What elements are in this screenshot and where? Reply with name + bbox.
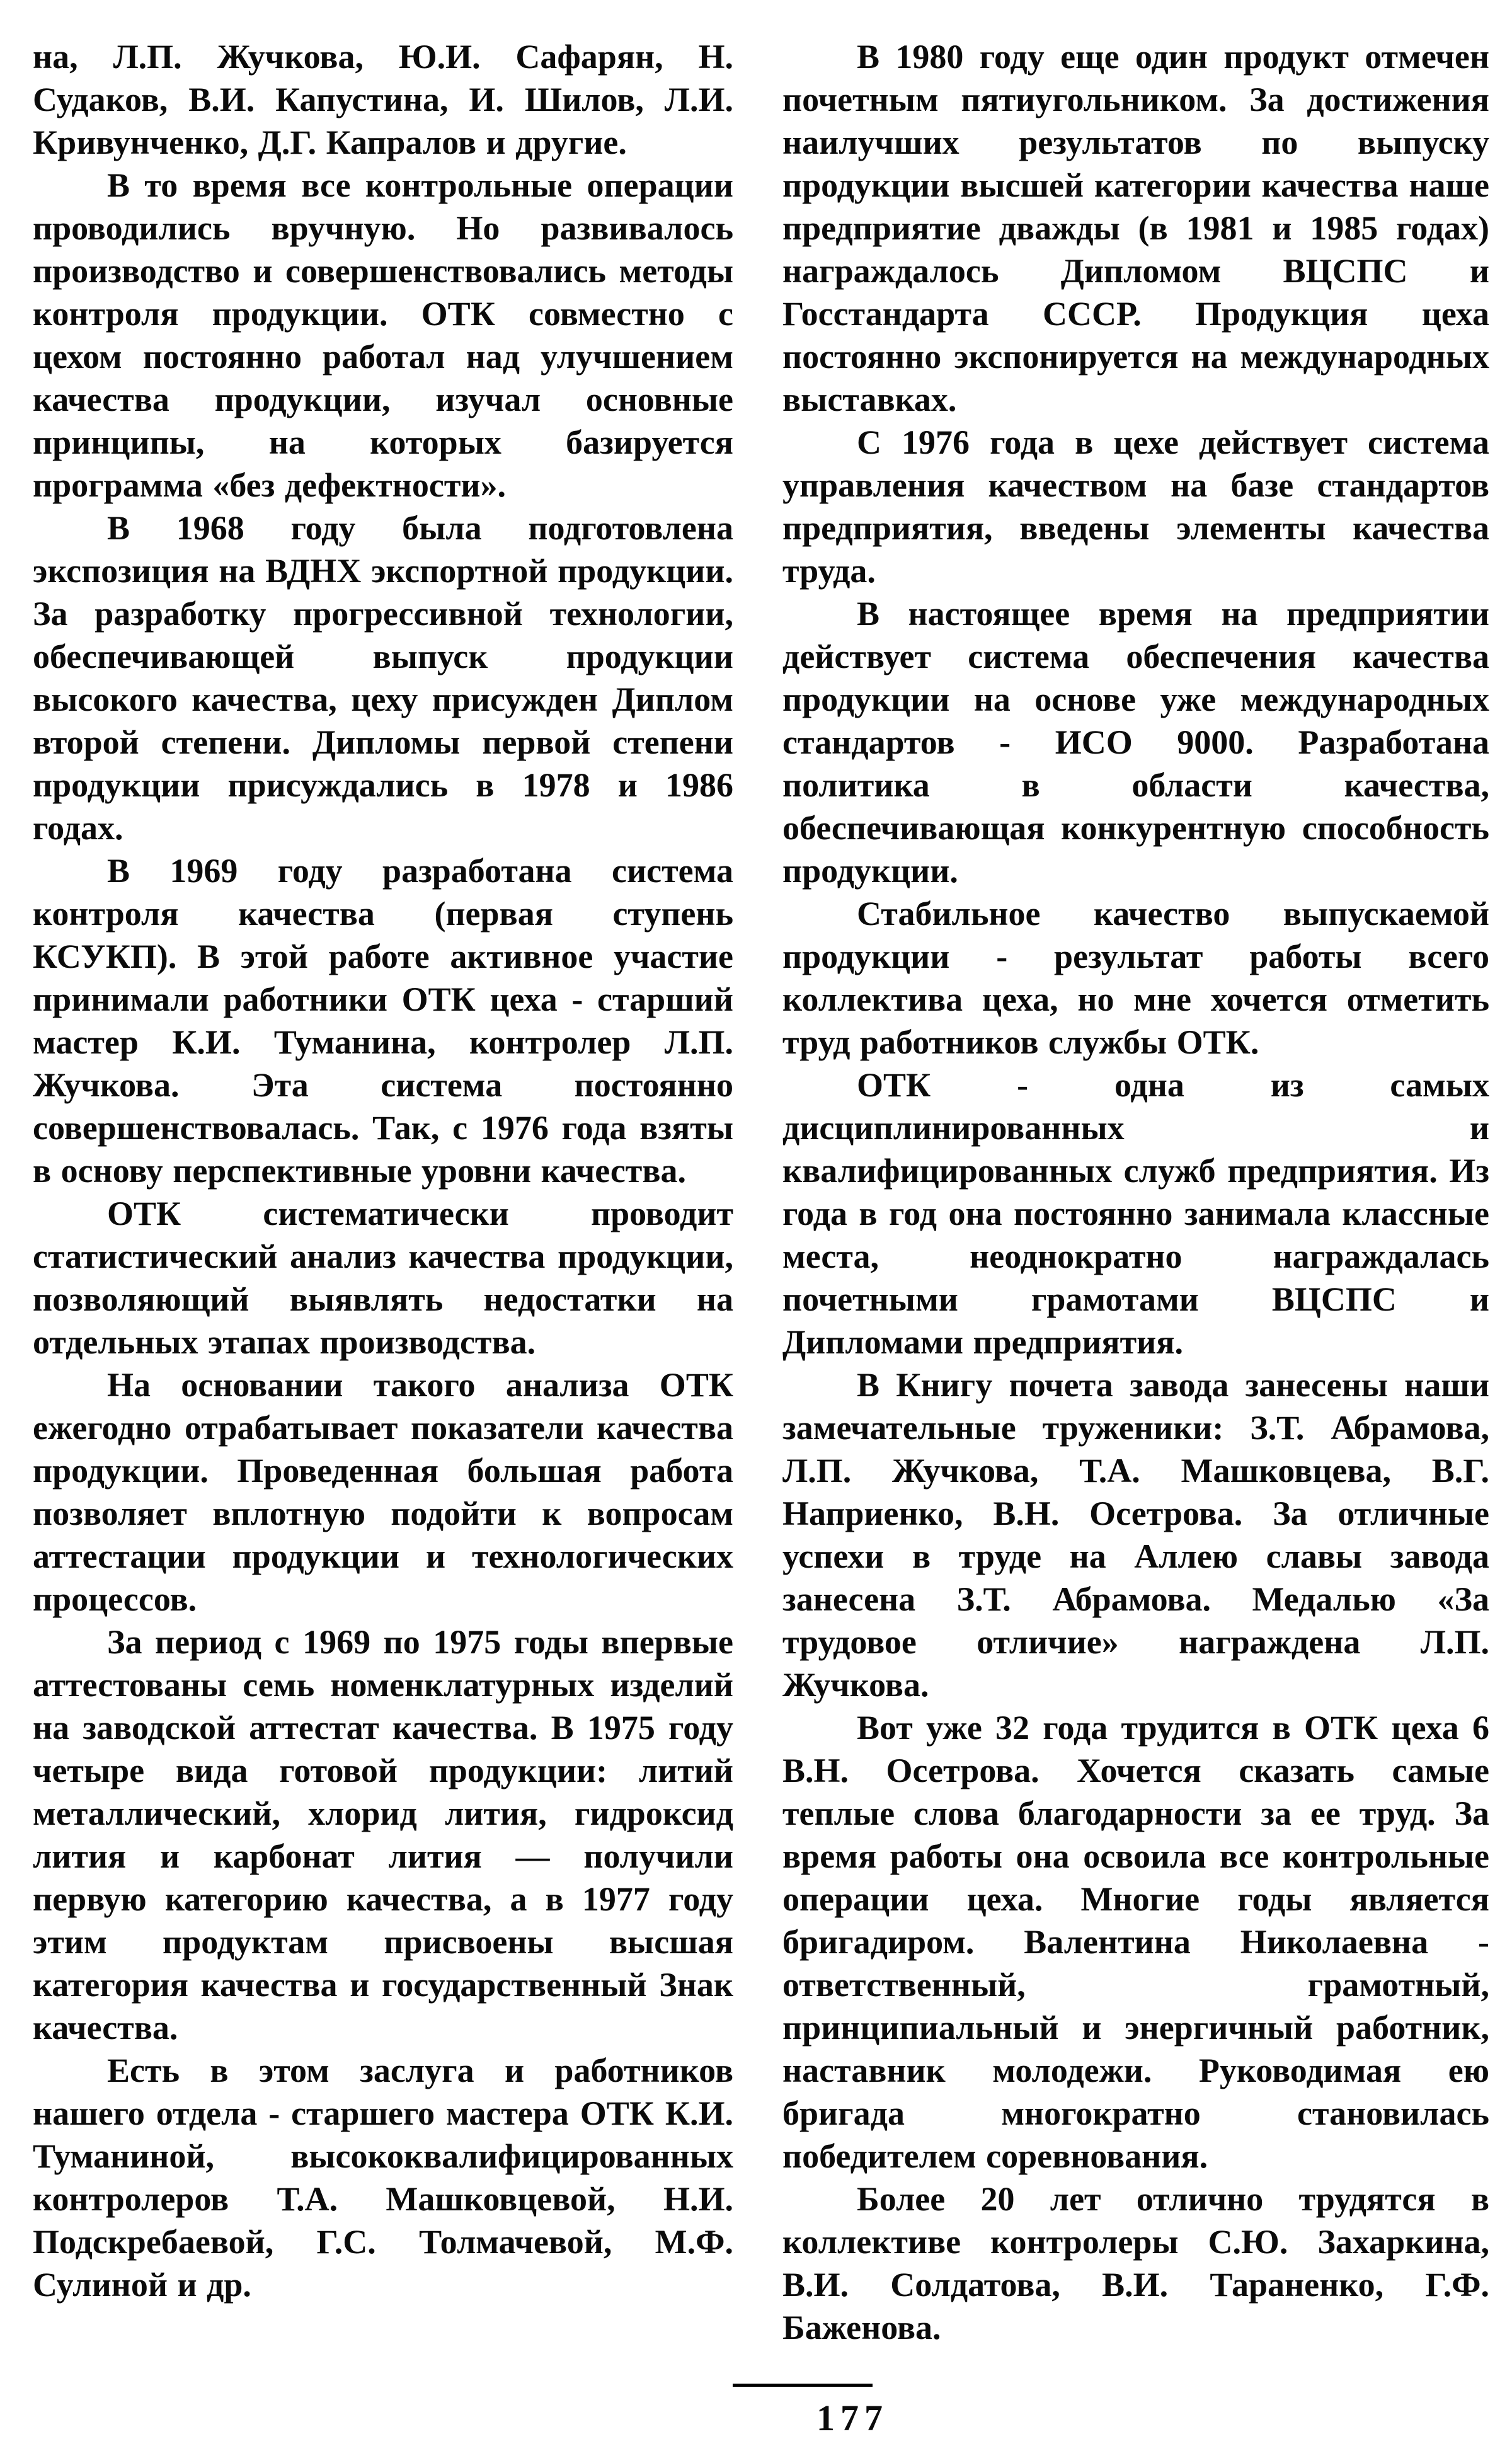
paragraph: Есть в этом заслуга и работников нашего отдела - старшего мастера ОТК К.И. Туманиной, высококвалифицированных контролеров Т.А. Машковцевой, Н.И. Подскребаевой, Г.С. Толмачевой, М.Ф. Сулиной и др. xyxy=(33,2052,733,2304)
paragraph: В то время все контрольные операции проводились вручную. Но развивалось производство и совершенствовались методы контроля продукции. ОТК совместно с цехом постоянно работал над улучшением качества продукции, изучал основные принципы, на которых базируется программа «без дефектности». xyxy=(33,166,733,504)
paragraph: В настоящее время на предприятии действует система обеспечения качества продукции на основе уже международных стандартов - ИСО 9000. Разработана политика в области качества, обеспечивающая конкурентную способность продукции. xyxy=(782,595,1489,890)
paragraph: В 1980 году еще один продукт отмечен почетным пятиугольником. За достижения наилучших результатов по выпуску продукции высшей категории качества наше предприятие дважды (в 1981 и 1985 годах) награждалось Дипломом ВЦСПС и Госстандарта СССР. Продукция цеха постоянно экспонируется на международных выставках. xyxy=(782,38,1489,418)
page-number: 177 xyxy=(816,2397,888,2438)
footer-divider xyxy=(733,2384,873,2387)
paragraph: ОТК - одна из самых дисциплинированных и квалифицированных служб предприятия. Из года в год она постоянно занимала классные места, неоднократно награждалась почетными грамотами ВЦСПС и Дипломами предприятия. xyxy=(782,1066,1489,1361)
paragraph: на, Л.П. Жучкова, Ю.И. Сафарян, Н. Судаков, В.И. Капустина, И. Шилов, Л.И. Кривунченко, Д.Г. Капралов и другие. xyxy=(33,38,733,161)
paragraph: В Книгу почета завода занесены наши замечательные труженики: З.Т. Абрамова, Л.П. Жучкова, Т.А. Машковцева, В.Г. Наприенко, В.Н. Осетрова. За отличные успехи в труде на Аллею славы завода занесена З.Т. Абрамова. Медалью «За трудовое отличие» награждена Л.П. Жучкова. xyxy=(782,1366,1489,1704)
paragraph: В 1969 году разработана система контроля качества (первая ступень КСУКП). В этой работе активное участие принимали работники ОТК цеха - старший мастер К.И. Туманина, контролер Л.П. Жучкова. Эта система постоянно совершенствовалась. Так, с 1976 года взяты в основу перспективные уровни качества. xyxy=(33,852,733,1190)
paragraph: За период с 1969 по 1975 годы впервые аттестованы семь номенклатурных изделий на заводской аттестат качества. В 1975 году четыре вида готовой продукции: литий металлический, хлорид лития, гидроксид лития и карбонат лития — получили первую категорию качества, а в 1977 году этим продуктам присвоены высшая категория качества и государственный Знак качества. xyxy=(33,1623,733,2047)
paragraph: Вот уже 32 года трудится в ОТК цеха 6 В.Н. Осетрова. Хочется сказать самые теплые слова благодарности за ее труд. За время работы она освоила все контрольные операции цеха. Многие годы является бригадиром. Валентина Николаевна - ответственный, грамотный, принципиальный и энергичный работник, наставник молодежи. Руководимая ею бригада многократно становилась победителем соревнования. xyxy=(782,1709,1489,2175)
paragraph: Более 20 лет отлично трудятся в коллективе контролеры С.Ю. Захаркина, В.И. Солдатова, В.И. Тараненко, Г.Ф. Баженова. xyxy=(782,2180,1489,2346)
paragraph: ОТК систематически проводит статистический анализ качества продукции, позволяющий выявлять недостатки на отдельных этапах производства. xyxy=(33,1195,733,1361)
paragraph: На основании такого анализа ОТК ежегодно отрабатывает показатели качества продукции. Проведенная большая работа позволяет вплотную подойти к вопросам аттестации продукции и технологических процессов. xyxy=(33,1366,733,1618)
paragraph: В 1968 году была подготовлена экспозиция на ВДНХ экспортной продукции. За разработку прогрессивной технологии, обеспечивающей выпуск продукции высокого качества, цеху присужден Диплом второй степени. Дипломы первой степени продукции присуждались в 1978 и 1986 годах. xyxy=(33,509,733,847)
right-column xyxy=(782,35,1489,2349)
paragraph: Стабильное качество выпускаемой продукции - результат работы всего коллектива цеха, но мне хочется отметить труд работников службы ОТК. xyxy=(782,895,1489,1061)
paragraph: С 1976 года в цехе действует система управления качеством на базе стандартов предприятия, введены элементы качества труда. xyxy=(782,423,1489,590)
left-column xyxy=(33,35,733,2306)
